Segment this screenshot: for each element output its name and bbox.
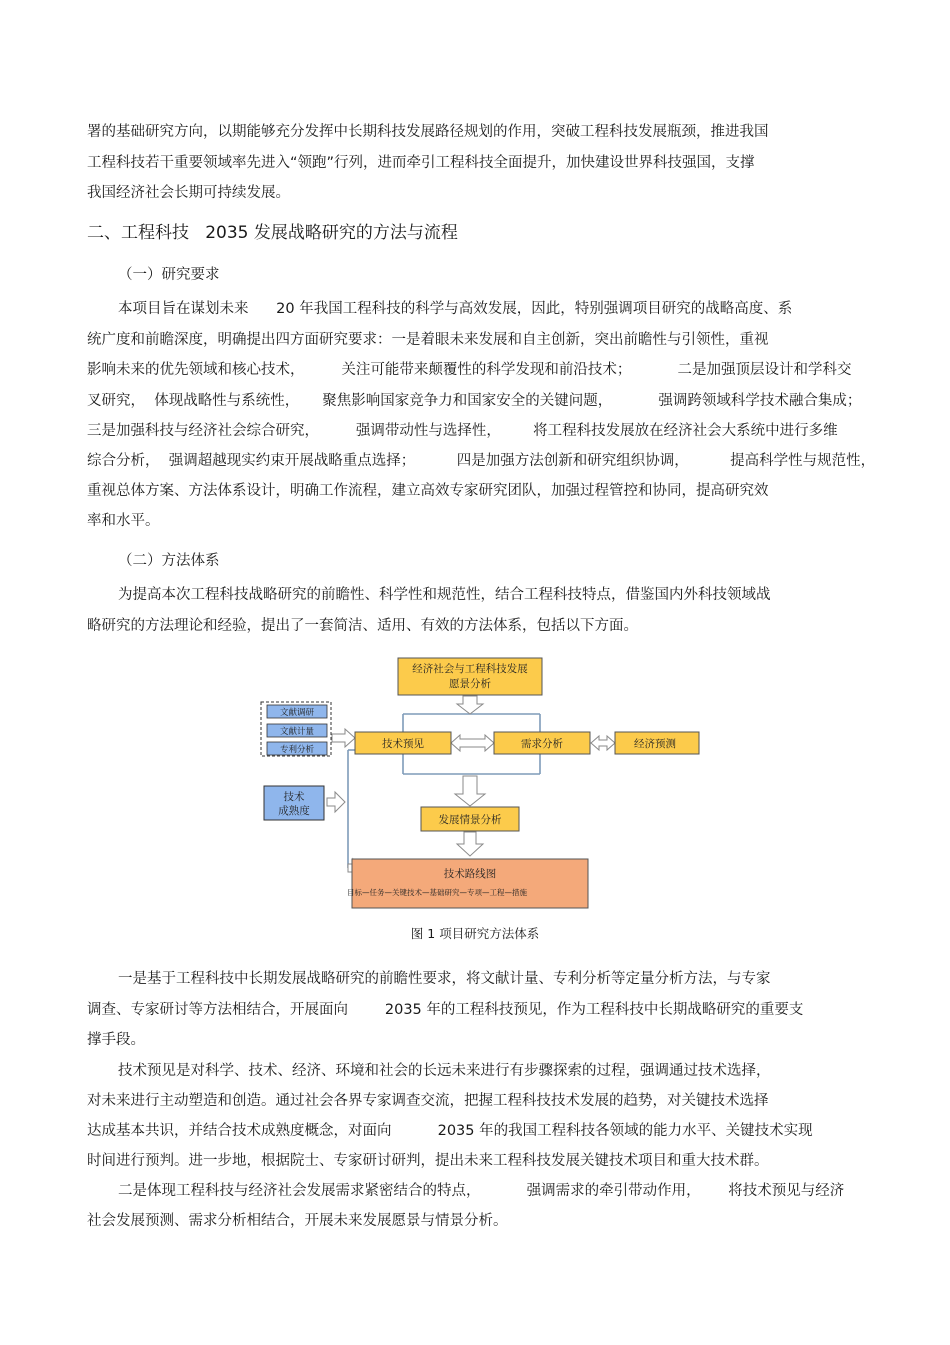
after-line-9: 社会发展预测、需求分析相结合，开展未来发展愿景与情景分析。 xyxy=(87,1213,508,1229)
literature-research-label: 文献调研 xyxy=(279,708,315,718)
technology-maturity-label-1: 技术 xyxy=(283,791,305,803)
req-line-2: 统广度和前瞻深度，明确提出四方面研究要求：一是着眼未来发展和自主创新，突出前瞻性与引领性，重视 xyxy=(87,332,769,348)
method-line-1: 为提高本次工程科技战略研究的前瞻性、科学性和规范性，结合工程科技特点，借鉴国内外科技领域战 xyxy=(118,587,771,603)
subsection-title-method: （二）方法体系 xyxy=(118,553,220,569)
after-line-2: 调查、专家研讨等方法相结合，开展面向 2035 年的工程科技预见，作为工程科技中长期战略研究的重要支 xyxy=(87,1002,804,1018)
technology-roadmap-sublabel: 目标—任务—关键技术—基础研究—专项—工程—措施 xyxy=(347,888,527,897)
req-line-7: 重视总体方案、方法体系设计，明确工作流程，建立高效专家研究团队，加强过程管控和协同，提高研究效 xyxy=(87,483,769,499)
after-line-4: 技术预见是对科学、技术、经济、环境和社会的长远未来进行有步骤探索的过程，强调通过技术选择， xyxy=(118,1063,771,1079)
intro-line-2: 工程科技若干重要领域率先进入“领跑”行列，进而牵引工程科技全面提升，加快建设世界科技强国，支撑 xyxy=(87,155,755,171)
req-line-8: 率和水平。 xyxy=(87,513,160,529)
after-line-6: 达成基本共识，并结合技术成熟度概念，对面向 2035 年的我国工程科技各领域的能力水平、关键技术实现 xyxy=(87,1123,813,1139)
demand-analysis-label: 需求分析 xyxy=(521,738,563,750)
technology-maturity-label-2: 成熟度 xyxy=(278,805,310,817)
scenario-analysis-label: 发展情景分析 xyxy=(438,814,502,826)
vision-analysis-label-2: 愿景分析 xyxy=(449,678,491,690)
after-line-1: 一是基于工程科技中长期发展战略研究的前瞻性要求，将文献计量、专利分析等定量分析方法，与专家 xyxy=(118,971,771,987)
req-line-5: 三是加强科技与经济社会综合研究， 强调带动性与选择性， 将工程科技发展放在经济社会大系统中进行多维 xyxy=(87,423,838,439)
technology-roadmap-box xyxy=(352,859,588,908)
after-line-3: 撑手段。 xyxy=(87,1032,145,1048)
method-system-diagram xyxy=(255,650,705,915)
literature-metrics-label: 文献计量 xyxy=(279,727,315,737)
technology-foresight-label: 技术预见 xyxy=(382,738,424,750)
technology-roadmap-label: 技术路线图 xyxy=(443,868,497,880)
req-line-3: 影响未来的优先领域和核心技术， 关注可能带来颠覆性的科学发现和前沿技术； 二是加强顶层设计和学科交 xyxy=(87,362,852,378)
section-title: 二、工程科技 2035 发展战略研究的方法与流程 xyxy=(87,223,458,243)
figure-caption: 图 1 项目研究方法体系 xyxy=(410,926,540,941)
after-line-7: 时间进行预判。进一步地，根据院士、专家研讨研判，提出未来工程科技发展关键技术项目和重大技术群。 xyxy=(87,1153,769,1169)
req-line-6: 综合分析， 强调超越现实约束开展战略重点选择； 四是加强方法创新和研究组织协调， 提高科学性与规范性， xyxy=(87,453,876,469)
subsection-title-requirements: （一）研究要求 xyxy=(118,267,220,283)
method-line-2: 略研究的方法理论和经验，提出了一套简洁、适用、有效的方法体系，包括以下方面。 xyxy=(87,618,638,634)
intro-line-1: 署的基础研究方向，以期能够充分发挥中长期科技发展路径规划的作用，突破工程科技发展瓶颈，推进我国 xyxy=(87,124,769,140)
vision-analysis-label-1: 经济社会与工程科技发展 xyxy=(412,663,528,675)
req-line-1: 本项目旨在谋划未来 20 年我国工程科技的科学与高效发展，因此，特别强调项目研究的战略高度、系 xyxy=(118,301,793,317)
patent-analysis-label: 专利分析 xyxy=(279,745,315,755)
after-line-8: 二是体现工程科技与经济社会发展需求紧密结合的特点， 强调需求的牵引带动作用， 将技术预见与经济 xyxy=(118,1183,845,1199)
intro-line-3: 我国经济社会长期可持续发展。 xyxy=(87,185,290,201)
flow-arrows xyxy=(327,696,615,877)
after-line-5: 对未来进行主动塑造和创造。通过社会各界专家调查交流，把握工程科技技术发展的趋势，对关键技术选择 xyxy=(87,1093,769,1109)
economic-forecast-label: 经济预测 xyxy=(634,738,676,750)
req-line-4: 叉研究， 体现战略性与系统性， 聚焦影响国家竞争力和国家安全的关键问题， 强调跨领域科学技术融合集成； xyxy=(87,393,862,409)
